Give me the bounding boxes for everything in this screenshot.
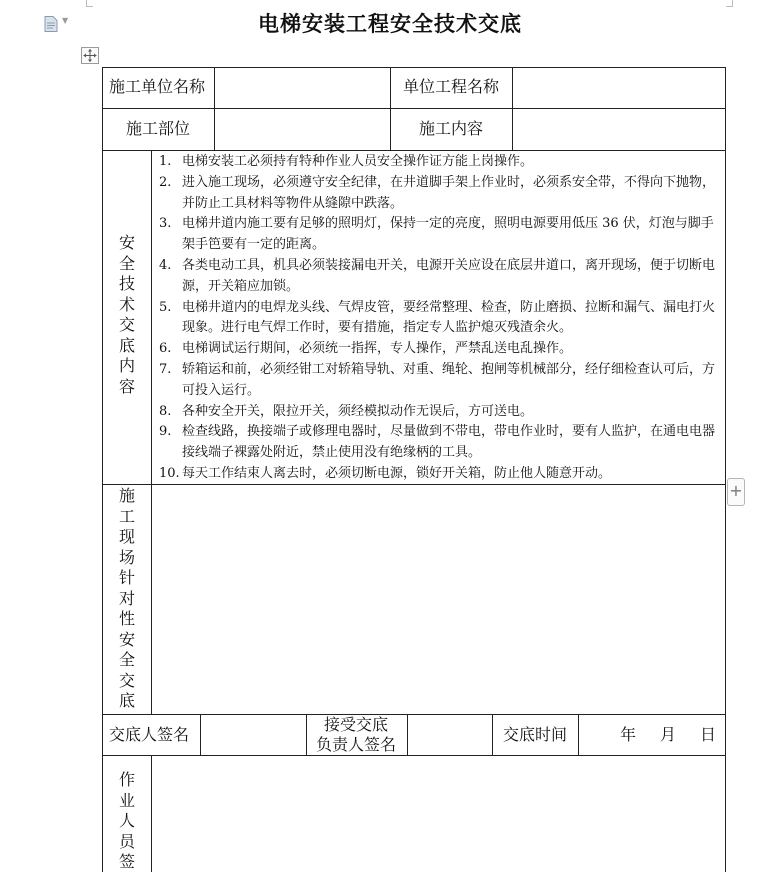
construction-content-field[interactable] bbox=[513, 109, 725, 150]
safety-disclosure-label: 安全技术交底内容 bbox=[118, 233, 135, 396]
safety-item-number: 7. bbox=[159, 361, 172, 377]
safety-item-number: 5. bbox=[159, 299, 172, 315]
construction-part-label: 施工部位 bbox=[126, 119, 191, 138]
receiver-signature-field[interactable] bbox=[408, 715, 492, 755]
safety-item-number: 10. bbox=[159, 465, 180, 481]
safety-item bbox=[152, 402, 722, 423]
safety-item bbox=[152, 152, 722, 173]
safety-item-number: 1. bbox=[159, 154, 172, 169]
month-label: 月 bbox=[660, 725, 677, 744]
safety-item-text: 进入施工现场，必须遵守安全纪律，在井道脚手架上作业时，必须系安全带，不得向下抛物，并防止工具材料等物件从缝隙中跌落。 bbox=[182, 174, 716, 211]
project-name-label: 单位工程名称 bbox=[403, 77, 500, 96]
unit-name-label: 施工单位名称 bbox=[109, 77, 206, 96]
year-label: 年 bbox=[620, 725, 637, 744]
safety-item-number: 3. bbox=[159, 216, 172, 232]
safety-item-text: 电梯安装工必须持有特种作业人员安全操作证方能上岗操作。 bbox=[182, 154, 534, 169]
page-corner-right bbox=[726, 0, 733, 7]
unit-name-field[interactable] bbox=[215, 68, 390, 108]
page-corner-left bbox=[86, 0, 93, 7]
safety-item-number: 6. bbox=[159, 341, 172, 357]
table-move-handle-icon[interactable] bbox=[81, 47, 99, 64]
chevron-down-icon[interactable]: ▼ bbox=[62, 16, 69, 25]
receiver-label-line2: 负责人签名 bbox=[316, 735, 397, 754]
project-name-field[interactable] bbox=[513, 68, 725, 108]
handover-signature-label: 交底人签名 bbox=[109, 725, 190, 744]
safety-item-number: 2. bbox=[159, 174, 172, 190]
safety-item bbox=[152, 464, 722, 485]
worker-signature-label: 作业人员签 bbox=[118, 770, 135, 871]
site-disclosure-label: 施工现场针对性安全交底 bbox=[118, 486, 135, 710]
safety-item-list bbox=[152, 152, 722, 485]
handover-signature-field[interactable] bbox=[201, 715, 306, 755]
safety-item-text: 电梯调试运行期间，必须统一指挥，专人操作，严禁乱送电乱操作。 bbox=[182, 341, 573, 357]
safety-item bbox=[152, 298, 722, 340]
construction-content-label: 施工内容 bbox=[419, 119, 484, 138]
worker-signature-field[interactable] bbox=[152, 756, 725, 872]
receiver-label-line1: 接受交底 bbox=[324, 715, 389, 734]
safety-item-text: 每天工作结束人离去时，必须切断电源，锁好开关箱，防止他人随意开动。 bbox=[182, 465, 612, 481]
safety-item bbox=[152, 256, 722, 298]
safety-item-text: 电梯井道内施工要有足够的照明灯，保持一定的亮度，照明电源要用低压 36 伏，灯泡与脚手架手笆要有一定的距离。 bbox=[182, 216, 714, 253]
site-disclosure-field[interactable] bbox=[152, 485, 725, 714]
safety-item-text: 各类电动工具，机具必须装接漏电开关，电源开关应设在底层井道口，离开现场，便于切断电源，开关箱应加锁。 bbox=[182, 257, 716, 294]
safety-item-text: 各种安全开关，限拉开关，须经模拟动作无误后，方可送电。 bbox=[182, 403, 534, 419]
safety-item-text: 电梯井道内的电焊龙头线、气焊皮管，要经常整理、检查，防止磨损、拉断和漏气、漏电打火现象。进行电气焊工作时，要有措施，指定专人监护熄灭残渣余火。 bbox=[182, 299, 716, 336]
safety-item-text: 检查线路，换接端子或修理电器时，尽量做到不带电，带电作业时，要有人监护，在通电电器接线端子裸露处附近，禁止使用没有绝缘柄的工具。 bbox=[182, 424, 716, 461]
safety-item bbox=[152, 422, 722, 464]
safety-item-number: 8. bbox=[159, 403, 172, 419]
safety-item bbox=[152, 214, 722, 256]
safety-item-text: 轿箱运和前，必须经钳工对轿箱导轨、对重、绳轮、抱闸等机械部分，经仔细检查认可后，方可投入运行。 bbox=[182, 361, 716, 398]
safety-item-number: 9. bbox=[159, 424, 172, 440]
safety-item bbox=[152, 173, 722, 215]
safety-item-number: 4. bbox=[159, 257, 172, 273]
page-title: 电梯安装工程安全技术交底 bbox=[258, 11, 522, 36]
handover-time-label: 交底时间 bbox=[503, 725, 568, 744]
safety-item bbox=[152, 360, 722, 402]
add-column-icon[interactable]: + bbox=[727, 478, 745, 506]
day-label: 日 bbox=[700, 725, 717, 744]
safety-item bbox=[152, 339, 722, 360]
construction-part-field[interactable] bbox=[215, 109, 390, 150]
